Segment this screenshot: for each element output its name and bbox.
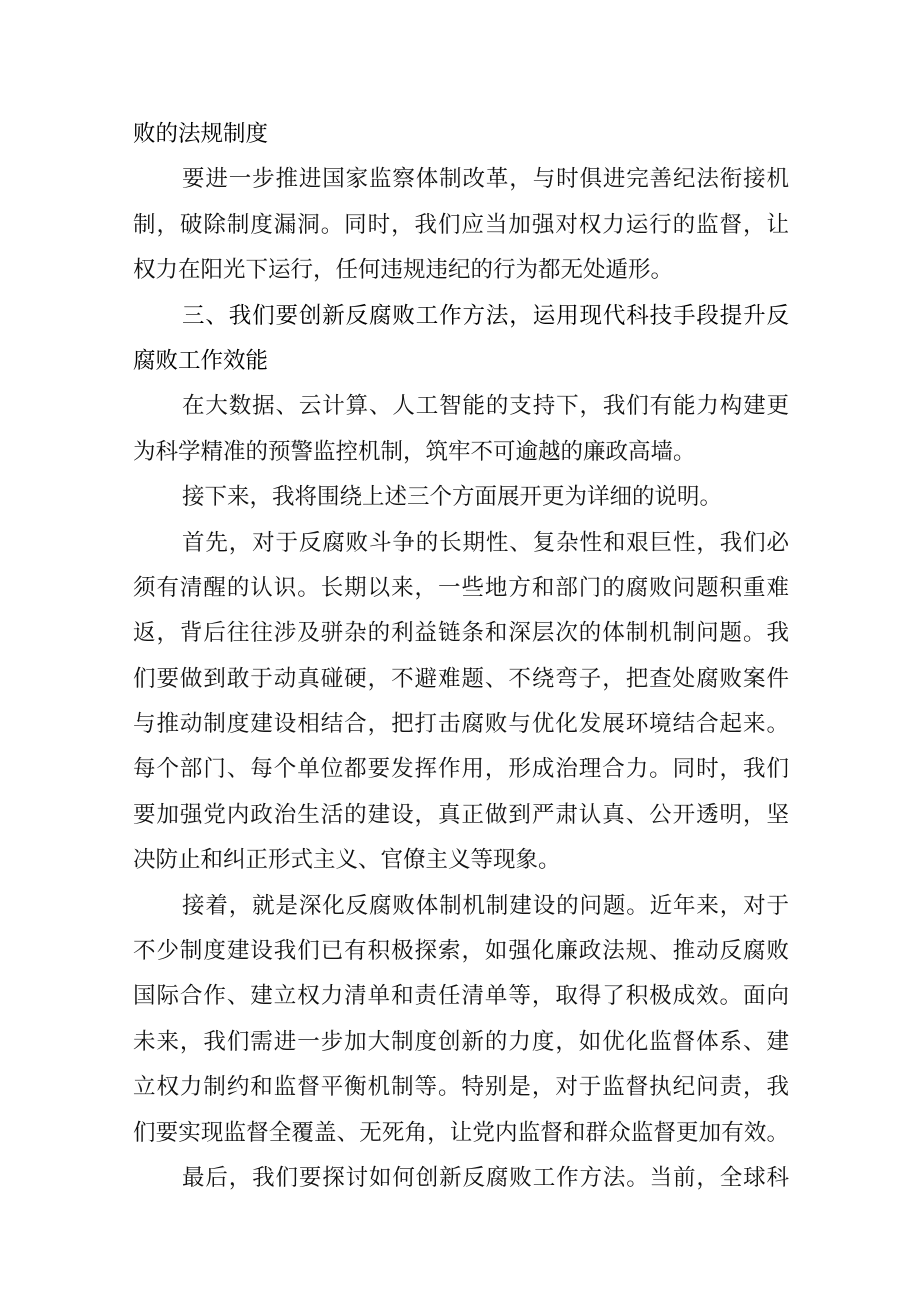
text-line: 不少制度建设我们已有积极探索，如强化廉政法规、推动反腐败 (133, 938, 789, 965)
text-line: 为科学精准的预警监控机制，筑牢不可逾越的廉政高墙。 (133, 438, 696, 465)
text-line: 接着，就是深化反腐败体制机制建设的问题。近年来，对于 (182, 892, 789, 919)
text-line: 首先，对于反腐败斗争的长期性、复杂性和艰巨性，我们必 (182, 529, 789, 556)
text-line: 制，破除制度漏洞。同时，我们应当加强对权力运行的监督，让 (133, 211, 789, 238)
text-line: 与推动制度建设相结合，把打击腐败与优化发展环境结合起来。 (133, 711, 789, 738)
text-line: 最后，我们要探讨如何创新反腐败工作方法。当前，全球科 (182, 1164, 789, 1191)
text-line: 未来，我们需进一步加大制度创新的力度，如优化监督体系、建 (133, 1028, 789, 1055)
text-line: 国际合作、建立权力清单和责任清单等，取得了积极成效。面向 (133, 983, 789, 1010)
document-body (133, 112, 789, 1201)
text-line: 要加强党内政治生活的建设，真正做到严肃认真、公开透明，坚 (133, 801, 789, 828)
text-line: 们要做到敢于动真碰硬，不避难题、不绕弯子，把查处腐败案件 (133, 665, 789, 692)
text-line: 决防止和纠正形式主义、官僚主义等现象。 (133, 847, 561, 874)
text-line: 须有清醒的认识。长期以来，一些地方和部门的腐败问题积重难 (133, 574, 789, 601)
text-line: 在大数据、云计算、人工智能的支持下，我们有能力构建更 (182, 393, 789, 420)
heading-line: 败的法规制度 (133, 121, 269, 147)
text-line: 权力在阳光下运行，任何违规违纪的行为都无处遁形。 (133, 257, 674, 284)
text-line: 接下来，我将围绕上述三个方面展开更为详细的说明。 (182, 484, 723, 511)
heading-line: 三、我们要创新反腐败工作方法，运用现代科技手段提升反 (182, 302, 789, 329)
text-line: 返，背后往往涉及骈杂的利益链条和深层次的体制机制问题。我 (133, 620, 789, 647)
text-line: 们要实现监督全覆盖、无死角，让党内监督和群众监督更加有效。 (133, 1119, 789, 1146)
text-line: 立权力制约和监督平衡机制等。特别是，对于监督执纪问责，我 (133, 1074, 789, 1101)
text-line: 要进一步推进国家监察体制改革，与时俱进完善纪法衔接机 (182, 166, 789, 193)
text-line: 每个部门、每个单位都要发挥作用，形成治理合力。同时，我们 (133, 756, 789, 783)
heading-line: 腐败工作效能 (133, 347, 269, 374)
